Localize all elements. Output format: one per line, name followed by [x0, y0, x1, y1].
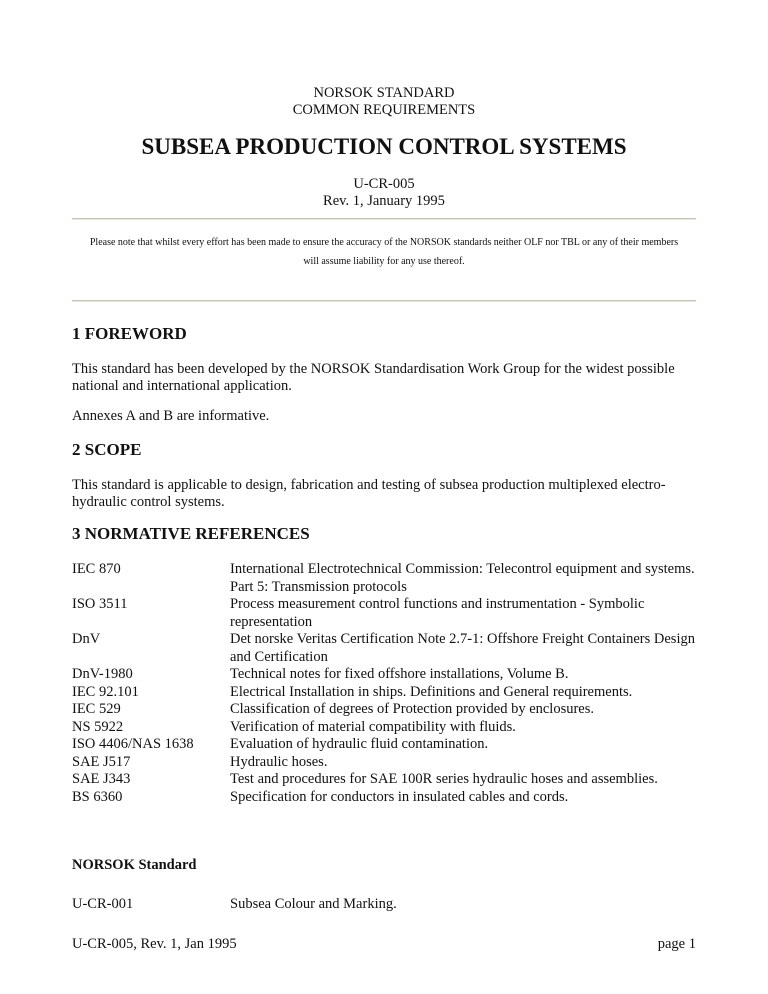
- disclaimer-line-1: Please note that whilst every effort has been made to ensure the accuracy of the NORSOK standards neither OLF nor TBL or any of their members: [89, 237, 679, 248]
- revision-date: Rev. 1, January 1995: [323, 193, 445, 209]
- reference-code: NS 5922: [72, 718, 124, 735]
- reference-code: BS 6360: [72, 788, 123, 805]
- norsok-reference-row: [72, 896, 696, 913]
- reference-row: [72, 789, 696, 807]
- reference-row: [72, 771, 696, 789]
- reference-row: [72, 754, 696, 772]
- page-footer: [72, 936, 696, 953]
- norsok-standard-subheading: NORSOK Standard: [72, 857, 197, 873]
- disclaimer-line-2: will assume liability for any use thereof.: [303, 256, 465, 267]
- heading-foreword: 1 FOREWORD: [72, 324, 187, 343]
- disclaimer: [72, 233, 696, 271]
- reference-description: Process measurement control functions and instrumentation - Symbolic representation: [230, 596, 645, 630]
- reference-row: [72, 719, 696, 737]
- reference-description: Evaluation of hydraulic fluid contamination.: [230, 736, 489, 752]
- reference-row: [72, 701, 696, 719]
- divider-top: [72, 218, 696, 220]
- reference-description: International Electrotechnical Commission: Telecontrol equipment and systems. Part 5: Transmission protocols: [230, 561, 695, 595]
- requirements-label: COMMON REQUIREMENTS: [292, 102, 476, 118]
- references-list: [72, 561, 696, 806]
- reference-row: [72, 631, 696, 666]
- reference-description: Technical notes for fixed offshore installations, Volume B.: [230, 666, 569, 682]
- document-title: SUBSEA PRODUCTION CONTROL SYSTEMS: [141, 134, 627, 159]
- reference-description: Hydraulic hoses.: [230, 753, 328, 770]
- reference-code: IEC 529: [72, 701, 121, 717]
- foreword-paragraph-1: This standard has been developed by the NORSOK Standardisation Work Group for the widest possible national and international application.: [72, 361, 675, 394]
- reference-row: [72, 684, 696, 702]
- reference-description: Electrical Installation in ships. Definitions and General requirements.: [230, 683, 633, 700]
- standard-label: NORSOK STANDARD: [313, 85, 455, 101]
- reference-description: Classification of degrees of Protection provided by enclosures.: [230, 701, 595, 717]
- reference-code: ISO 3511: [72, 596, 128, 612]
- reference-code: DnV: [72, 631, 101, 647]
- scope-paragraph: This standard is applicable to design, fabrication and testing of subsea production multiplexed electro-hydraulic control systems.: [72, 477, 666, 510]
- reference-row: [72, 666, 696, 684]
- reference-description: Det norske Veritas Certification Note 2.7-1: Offshore Freight Containers Design and Certification: [230, 631, 695, 665]
- heading-scope: 2 SCOPE: [72, 440, 142, 459]
- reference-code: SAE J343: [72, 771, 131, 787]
- divider-bottom: [72, 300, 696, 302]
- heading-normative-references: 3 NORMATIVE REFERENCES: [72, 524, 310, 543]
- reference-description: Test and procedures for SAE 100R series hydraulic hoses and assemblies.: [230, 771, 658, 787]
- reference-row: [72, 561, 696, 596]
- document-id: U-CR-005: [353, 176, 415, 192]
- reference-description: Verification of material compatibility with fluids.: [230, 718, 516, 735]
- reference-row: [72, 736, 696, 754]
- reference-code: IEC 92.101: [72, 683, 139, 700]
- page-number: page 1: [657, 936, 696, 952]
- foreword-paragraph-2: Annexes A and B are informative.: [72, 408, 270, 424]
- reference-row: [72, 596, 696, 631]
- reference-code: SAE J517: [72, 753, 131, 770]
- reference-code: DnV-1980: [72, 666, 133, 682]
- reference-description: Subsea Colour and Marking.: [230, 896, 397, 912]
- reference-description: Specification for conductors in insulated cables and cords.: [230, 788, 569, 805]
- footer-doc-ref: U-CR-005, Rev. 1, Jan 1995: [72, 936, 237, 952]
- reference-code: IEC 870: [72, 561, 121, 577]
- reference-code: U-CR-001: [72, 896, 134, 912]
- reference-code: ISO 4406/NAS 1638: [72, 736, 194, 752]
